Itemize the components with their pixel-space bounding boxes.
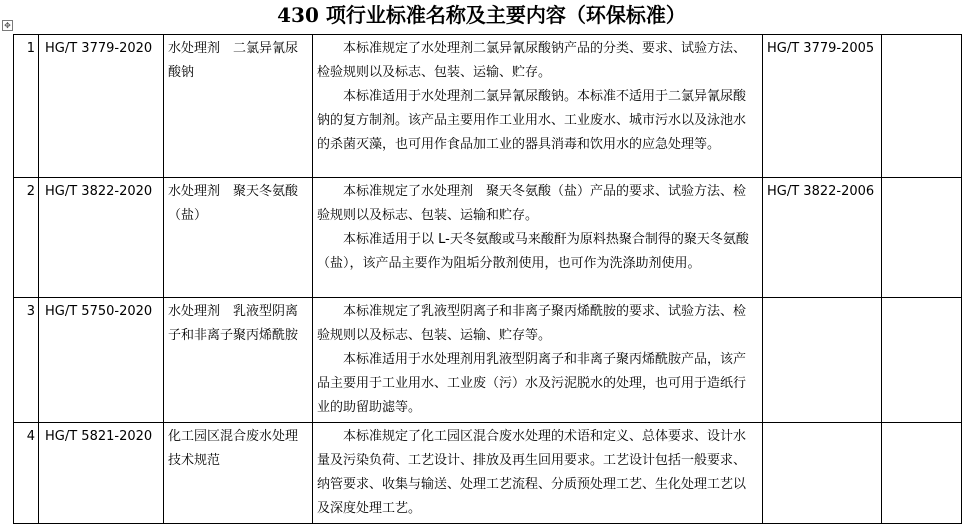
standard-content [313, 178, 763, 298]
row-number: 3 [14, 298, 39, 423]
standard-code: HG/T 5750-2020 [39, 298, 164, 423]
replaced-standard: HG/T 3779-2005 [763, 35, 882, 178]
content-paragraph: 本标准适用于水处理剂二氯异氰尿酸钠。本标准不适用于二氯异氰尿酸钠的复方制剂。该产品主要用作工业用水、工业废水、城市污水以及泳池水的杀菌灭藻，也可用作食品加工业的器具消毒和饮用水的应急处理等。 [317, 89, 747, 152]
standard-content [313, 298, 763, 423]
standard-name: 水处理剂 二氯异氰尿酸钠 [164, 35, 313, 178]
content-paragraph: 本标准规定了乳液型阴离子和非离子聚丙烯酰胺的要求、试验方法、检验规则以及标志、包装、运输、贮存等。 [317, 304, 747, 343]
standard-name: 水处理剂 乳液型阴离子和非离子聚丙烯酰胺 [164, 298, 313, 423]
standard-code: HG/T 3779-2020 [39, 35, 164, 178]
row-number: 2 [14, 178, 39, 298]
table-row [14, 178, 962, 298]
standard-content [313, 423, 763, 524]
standard-name: 化工园区混合废水处理技术规范 [164, 423, 313, 524]
content-paragraph: 本标准适用于水处理剂用乳液型阴离子和非离子聚丙烯酰胺产品，该产品主要用于工业用水、工业废（污）水及污泥脱水的处理，也可用于造纸行业的助留助滤等。 [317, 352, 747, 415]
page-title: 430 项行业标准名称及主要内容（环保标准） [277, 3, 686, 27]
row-number: 4 [14, 423, 39, 524]
table-row [14, 298, 962, 423]
content-paragraph: 本标准规定了化工园区混合废水处理的术语和定义、总体要求、设计水量及污染负荷、工艺设计、排放及再生回用要求。工艺设计包括一般要求、纳管要求、收集与输送、处理工艺流程、分质预处理工艺、生化处理工艺以及深度处理工艺。 [317, 429, 747, 516]
standards-table [13, 34, 962, 524]
replaced-standard [763, 423, 882, 524]
content-paragraph: 本标准规定了水处理剂 聚天冬氨酸（盐）产品的要求、试验方法、检验规则以及标志、包装、运输和贮存。 [317, 184, 747, 223]
standard-code: HG/T 3822-2020 [39, 178, 164, 298]
table-row [14, 423, 962, 524]
standard-name: 水处理剂 聚天冬氨酸（盐） [164, 178, 313, 298]
standard-content [313, 35, 763, 178]
content-paragraph: 本标准规定了水处理剂二氯异氰尿酸钠产品的分类、要求、试验方法、检验规则以及标志、包装、运输、贮存。 [317, 41, 747, 80]
content-paragraph: 本标准适用于以 L-天冬氨酸或马来酸酐为原料热聚合制得的聚天冬氨酸（盐），该产品主要作为阻垢分散剂使用，也可作为洗涤助剂使用。 [317, 232, 749, 271]
note-cell [882, 35, 962, 178]
table-row [14, 35, 962, 178]
table-move-handle-icon[interactable]: ✥ [2, 20, 13, 31]
standard-code: HG/T 5821-2020 [39, 423, 164, 524]
row-number: 1 [14, 35, 39, 178]
replaced-standard [763, 298, 882, 423]
note-cell [882, 178, 962, 298]
note-cell [882, 298, 962, 423]
note-cell [882, 423, 962, 524]
replaced-standard: HG/T 3822-2006 [763, 178, 882, 298]
